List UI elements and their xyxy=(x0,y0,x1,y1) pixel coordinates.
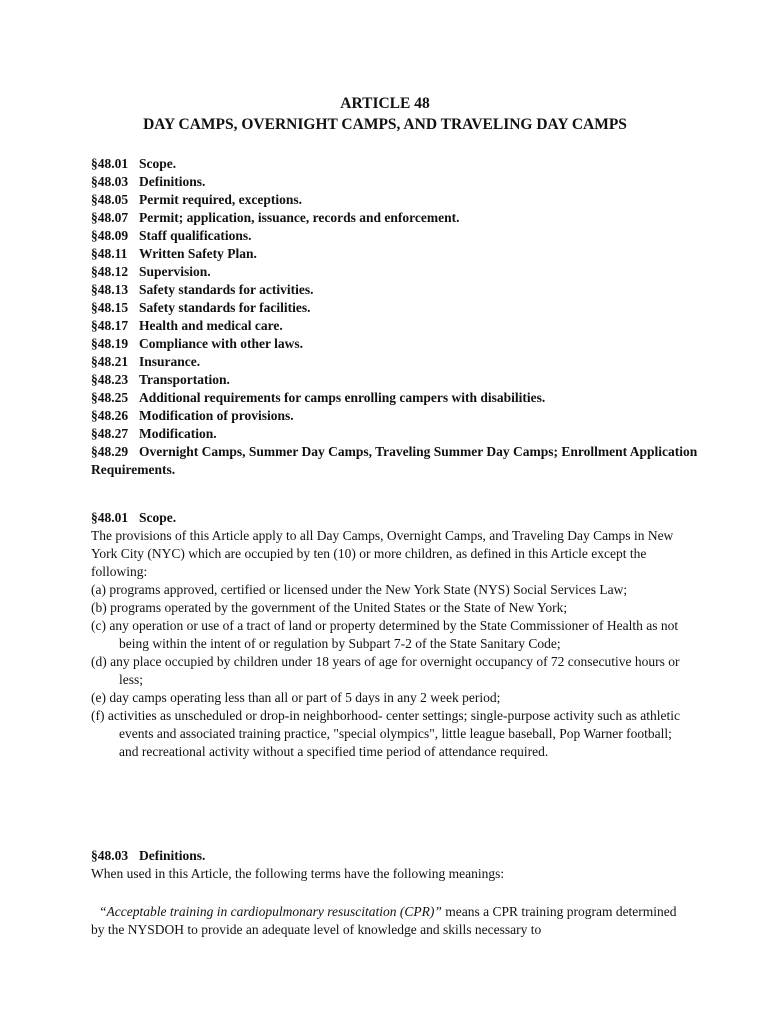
list-item: (f) activities as unscheduled or drop-in neighborhood- center settings; single-purpose activity such as athletic events and associated training practice, "special olympics", little league baseball, Pop Warner football; and recreational activity without a specified time period of attendance required. xyxy=(91,708,680,759)
section-heading: §48.01 Scope. xyxy=(91,510,177,525)
toc-item: §48.13 Safety standards for activities. xyxy=(91,282,314,297)
section-heading: §48.03 Definitions. xyxy=(91,848,206,863)
article-header xyxy=(0,93,770,135)
article-number: ARTICLE 48 xyxy=(340,95,430,112)
toc-item: §48.17 Health and medical care. xyxy=(91,318,283,333)
list-item: (b) programs operated by the government of the United States or the State of New York; xyxy=(91,600,568,615)
toc-item: §48.27 Modification. xyxy=(91,426,217,441)
definition-term: “Acceptable training in cardiopulmonary resuscitation (CPR)” xyxy=(99,904,442,919)
toc-item: §48.03 Definitions. xyxy=(91,174,206,189)
table-of-contents xyxy=(91,155,731,479)
toc-item: §48.25 Additional requirements for camps enrolling campers with disabilities. xyxy=(91,390,546,405)
list-item: (c) any operation or use of a tract of land or property determined by the State Commissioner of Health as not being within the intent of or regulation by Subpart 7-2 of the State Sanitary Code; xyxy=(91,618,679,651)
toc-item: §48.09 Staff qualifications. xyxy=(91,228,252,243)
toc-item: §48.01 Scope. xyxy=(91,156,177,171)
section-intro: When used in this Article, the following terms have the following meanings: xyxy=(91,866,505,881)
definitions-section xyxy=(91,847,681,939)
toc-item: §48.19 Compliance with other laws. xyxy=(91,336,303,351)
exceptions-list xyxy=(91,581,681,761)
section-intro: The provisions of this Article apply to all Day Camps, Overnight Camps, and Traveling Day Camps in New York City (NYC) which are occupied by ten (10) or more children, as defined in this Article except the following: xyxy=(91,528,674,579)
toc-item: §48.05 Permit required, exceptions. xyxy=(91,192,302,207)
toc-item: §48.21 Insurance. xyxy=(91,354,201,369)
list-item: (d) any place occupied by children under 18 years of age for overnight occupancy of 72 consecutive hours or less; xyxy=(91,654,680,687)
definition-text: means a CPR training program determined by the NYSDOH to provide an adequate level of knowledge and skills necessary to xyxy=(91,904,677,937)
toc-item: §48.11 Written Safety Plan. xyxy=(91,246,257,261)
toc-item: §48.29 Overnight Camps, Summer Day Camps, Traveling Summer Day Camps; Enrollment Application Requirements. xyxy=(91,444,698,477)
toc-item: §48.12 Supervision. xyxy=(91,264,211,279)
list-item: (a) programs approved, certified or licensed under the New York State (NYS) Social Services Law; xyxy=(91,582,628,597)
toc-item: §48.07 Permit; application, issuance, records and enforcement. xyxy=(91,210,460,225)
scope-section xyxy=(91,509,681,761)
article-title: DAY CAMPS, OVERNIGHT CAMPS, AND TRAVELING DAY CAMPS xyxy=(143,116,627,133)
definition-paragraph xyxy=(91,903,681,939)
toc-item: §48.26 Modification of provisions. xyxy=(91,408,294,423)
list-item: (e) day camps operating less than all or part of 5 days in any 2 week period; xyxy=(91,690,501,705)
toc-item: §48.23 Transportation. xyxy=(91,372,230,387)
toc-item: §48.15 Safety standards for facilities. xyxy=(91,300,311,315)
